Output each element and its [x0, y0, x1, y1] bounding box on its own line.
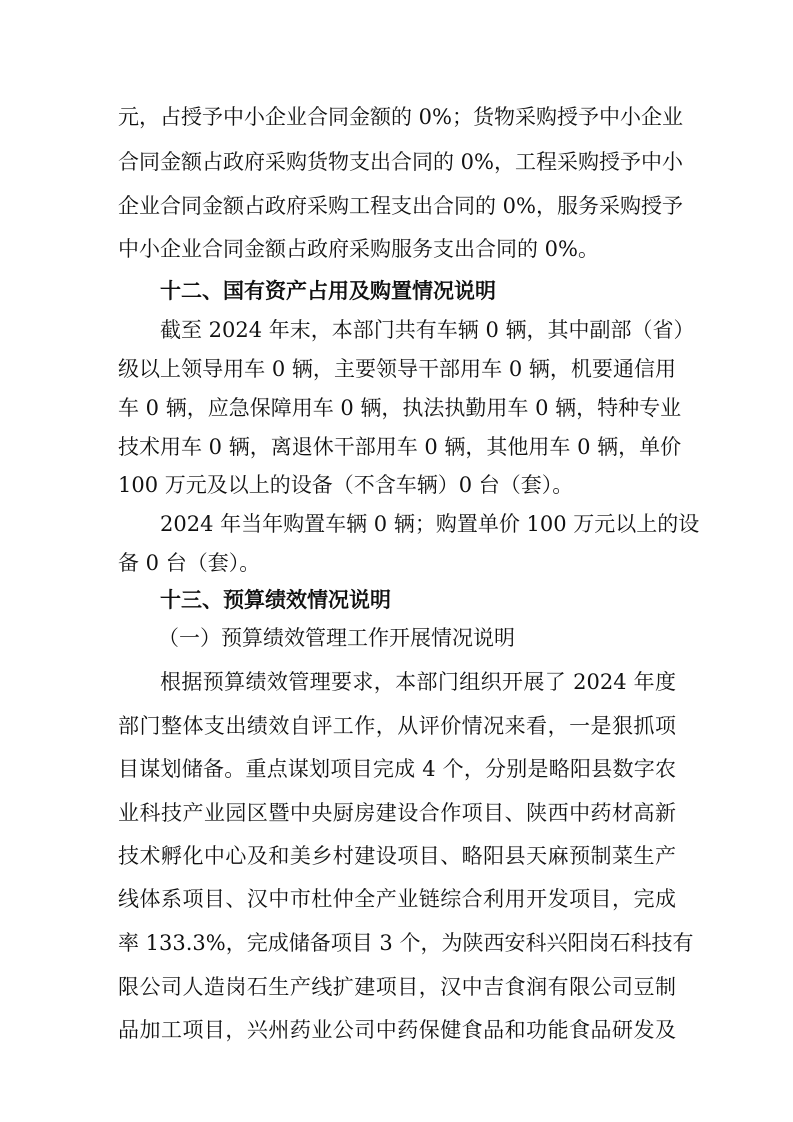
- section-heading-12: 十二、国有资产占用及购置情况说明: [160, 279, 496, 303]
- paragraph-line: 2024 年当年购置车辆 0 辆；购置单价 100 万元以上的设: [160, 512, 700, 536]
- paragraph-line: 企业合同金额占政府采购工程支出合同的 0%，服务采购授予: [118, 194, 683, 218]
- paragraph-line: 技术用车 0 辆，离退休干部用车 0 辆，其他用车 0 辆，单价: [118, 435, 682, 459]
- paragraph-line: 100 万元及以上的设备（不含车辆）0 台（套）。: [118, 473, 574, 497]
- paragraph-line: 限公司人造岗石生产线扩建项目，汉中吉食润有限公司豆制: [118, 975, 676, 999]
- paragraph-line: 合同金额占政府采购货物支出合同的 0%，工程采购授予中小: [118, 150, 683, 174]
- paragraph-line: 截至 2024 年末，本部门共有车辆 0 辆，其中副部（省）: [160, 318, 695, 342]
- subsection-heading: （一）预算绩效管理工作开展情况说明: [158, 626, 515, 650]
- paragraph-line: 根据预算绩效管理要求，本部门组织开展了 2024 年度: [160, 670, 676, 694]
- paragraph-line: 车 0 辆，应急保障用车 0 辆，执法执勤用车 0 辆，特种专业: [118, 396, 682, 420]
- paragraph-line: 技术孵化中心及和美乡村建设项目、略阳县天麻预制菜生产: [118, 844, 676, 868]
- paragraph-line: 品加工项目，兴州药业公司中药保健食品和功能食品研发及: [118, 1018, 676, 1042]
- paragraph-line: 中小企业合同金额占政府采购服务支出合同的 0%。: [118, 237, 599, 261]
- paragraph-line: 部门整体支出绩效自评工作，从评价情况来看，一是狠抓项: [118, 714, 676, 738]
- section-heading-13: 十三、预算绩效情况说明: [160, 588, 391, 612]
- paragraph-line: 级以上领导用车 0 辆，主要领导干部用车 0 辆，机要通信用: [118, 357, 676, 381]
- paragraph-line: 率 133.3%，完成储备项目 3 个，为陕西安科兴阳岗石科技有: [118, 931, 694, 955]
- paragraph-line: 目谋划储备。重点谋划项目完成 4 个，分别是略阳县数字农: [118, 757, 676, 781]
- paragraph-line: 业科技产业园区暨中央厨房建设合作项目、陕西中药材高新: [118, 801, 676, 825]
- paragraph-line: 元，占授予中小企业合同金额的 0%；货物采购授予中小企业: [118, 105, 683, 129]
- paragraph-line: 线体系项目、汉中市杜仲全产业链综合利用开发项目，完成: [118, 887, 676, 911]
- paragraph-line: 备 0 台（套）。: [118, 551, 261, 575]
